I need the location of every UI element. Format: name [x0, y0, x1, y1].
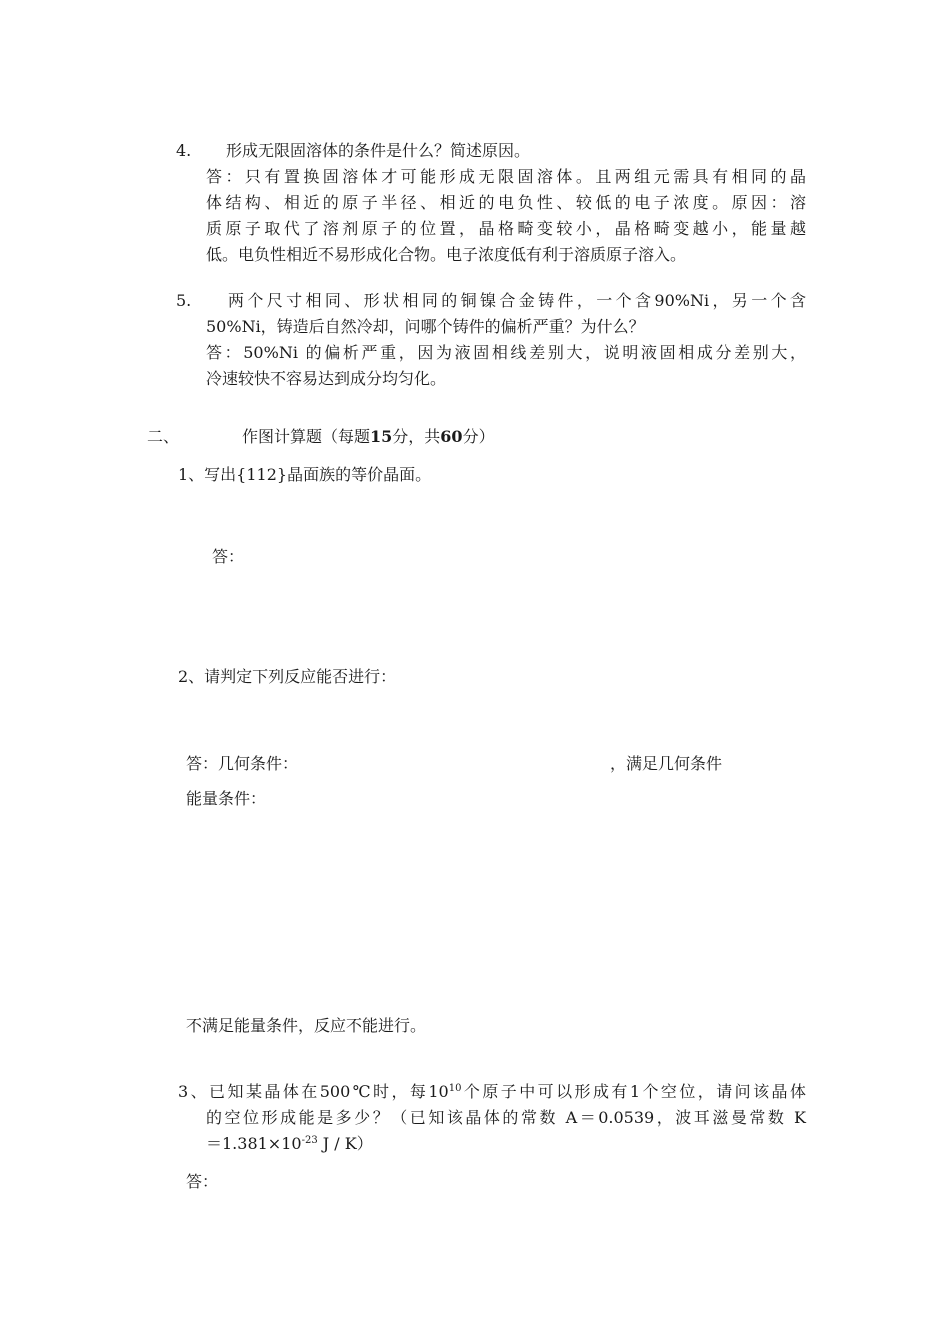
- problem-3: [178, 1079, 806, 1157]
- question-5-text: 两个尺寸相同、形状相同的铜镍合金铸件，一个含90%Ni，另一个含: [228, 291, 806, 310]
- problem-3-answer-label: 答：: [186, 1172, 219, 1191]
- problem-1-answer-label: 答：: [212, 547, 245, 566]
- problem-1-question: 1、写出{112}晶面族的等价晶面。: [178, 465, 432, 484]
- section-2-heading: [147, 424, 179, 450]
- question-4-answer: [206, 164, 806, 268]
- question-4-number: 4.: [176, 141, 192, 160]
- question-5-text-cont: 50%Ni，铸造后自然冷却，问哪个铸件的偏析严重？为什么？: [206, 317, 645, 336]
- section-2-number: 二、: [147, 427, 180, 446]
- question-5-body: [206, 314, 806, 392]
- question-5-line: [176, 288, 806, 314]
- problem-3-line-1: 3、已知某晶体在500℃时，每$10^{10}$个原子中可以形成有1个空位，请问该晶体: [178, 1082, 806, 1101]
- problem-2-geometry-label: 答：几何条件：: [186, 754, 299, 773]
- answer-line: 质原子取代了溶剂原子的位置，晶格畸变较小，晶格畸变越小，能量越: [206, 219, 806, 238]
- problem-2-geometry-result: ，满足几何条件: [610, 754, 723, 773]
- question-4-text: 形成无限固溶体的条件是什么？简述原因。: [226, 141, 531, 160]
- question-4-line: [176, 138, 806, 164]
- answer-line: 答：只有置换固溶体才可能形成无限固溶体。且两组元需具有相同的晶: [206, 167, 806, 186]
- problem-2-question: 2、请判定下列反应能否进行：: [178, 667, 397, 686]
- answer-line: 冷速较快不容易达到成分均匀化。: [206, 369, 447, 388]
- problem-3-line-2: 的空位形成能是多少？（已知该晶体的常数 A＝0.0539，波耳滋曼常数 K: [206, 1108, 806, 1127]
- answer-line: 答：50%Ni 的偏析严重，因为液固相线差别大，说明液固相成分差别大，: [206, 343, 806, 362]
- question-5-number: 5.: [176, 291, 192, 310]
- answer-line: 低。电负性相近不易形成化合物。电子浓度低有利于溶质原子溶入。: [206, 245, 687, 264]
- problem-2-energy-label: 能量条件：: [186, 789, 267, 808]
- question-5: [176, 288, 806, 392]
- problem-2-conclusion: 不满足能量条件，反应不能进行。: [186, 1016, 427, 1035]
- answer-line: 体结构、相近的原子半径、相近的电负性、较低的电子浓度。原因：溶: [206, 193, 806, 212]
- problem-3-line-3: $=1.381\times 10^{-23}$ J / K）: [206, 1134, 373, 1153]
- question-4: [176, 138, 806, 268]
- section-2-title: 作图计算题（每题15分，共60分）: [242, 427, 495, 446]
